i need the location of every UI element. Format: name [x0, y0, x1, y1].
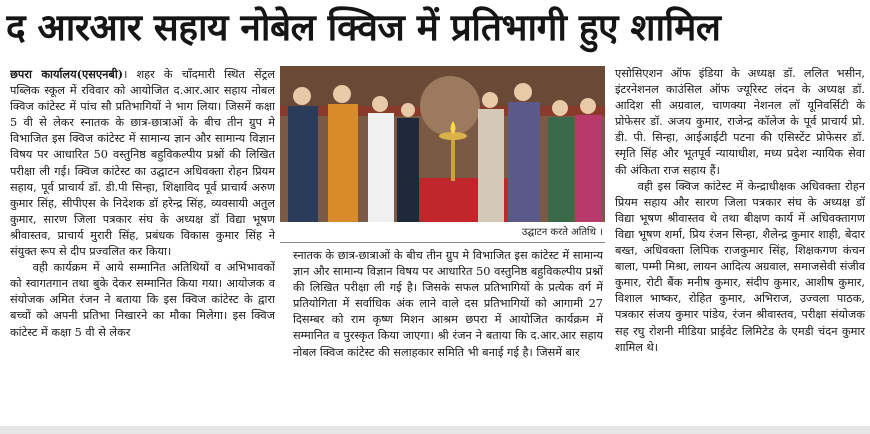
paragraph: वही इस क्विज कांटेस्ट में केन्द्राधीक्षक अधिवक्ता रोहन प्रियम सहाय और सारण जिला पत्रकार संघ के अध्यक्ष डॉ विद्या भूषण श्रीवास्तव थे तथा बीक्षण कार्य में अधिवक्तागण विद्या भूषण शर्मा, प्रिय रंजन सिन्हा, शैलेन्द्र कुमार शाही, बेदार बख्त, अधिवक्ता लिपिक राजकुमार सिंह, शिक्षकगण कंचन बाला, पम्मी मिश्रा, लायन आदित्य अग्रवाल, समाजसेवी संजीव कुमार, रोटी बैंक मनीष कुमार, संदीप कुमार, आशीष कुमार, विशाल भाष्कर, रोहित कुमार, अभिराज, उज्वला पाठक, पत्रकार संजय कुमार पांडेय, रंजन श्रीवास्तव, परीक्षा संयोजक सह रघु रोशनी मीडिया प्राईवेट लिमिटेड के एमडी चंदन कुमार शामिल थे।: [615, 179, 865, 354]
article-column-right: [615, 66, 865, 422]
paragraph-text: । शहर के चाँदमारी स्थित सेंट्रल पब्लिक स्कूल में रविवार को आयोजित द.आर.आर सहाय नोबल क्विज कांटेस्ट में पांच सौ प्रतिभागियों ने भाग लिया। जिसमें कक्षा 5 वी से लेकर स्नातक के छात्र-छात्राओं के बीच तीन ग्रुप मे विभाजित इस क्विज कांटेस्ट में सामान्य ज्ञान और सामान्य विज्ञान विषय पर आधारित 50 वस्तुनिष्ठ बहुविकल्पीय प्रश्नों की लिखित परीक्षा ली गई। क्विज कांटेस्ट का उद्घाटन अधिवक्ता रोहन प्रियम सहाय, पूर्व प्राचार्य डॉ. डी.पी सिन्हा, शिक्षाविद पूर्व प्राचार्य अरुण कुमार सिंह, सीपीएस के निदेशक डॉ हरेन्द्र सिंह, व्यवसायी अतुल कुमार, सारण जिला पत्रकार संघ के अध्यक्ष डॉ विद्या भूषण श्रीवास्तव, प्राचार्य मुरारी सिंह, प्रबंधक विकास कुमार सिंह ने संयुक्त रूप से दीप प्रज्वलित कर किया।: [10, 68, 275, 259]
paragraph: स्नातक के छात्र-छात्राओं के बीच तीन ग्रुप मे विभाजित इस कांटेस्ट में सामान्य ज्ञान और सामान्य विज्ञान विषय पर आधारित 50 वस्तुनिष्ठ बहुविकल्पीय प्रश्नों की लिखित परीक्षा ली गई है। जिसके सफल प्रतिभागियों के प्रत्येक वर्ग में प्रतियोगिता में सर्वाधिक अंक लाने वाले दस प्रतिभागियों को आगामी 27 दिसम्बर को राम कृष्ण मिशन आश्रम छपरा में आयोजित कार्यक्रम में सम्मानित व पुरस्कृत किया जाएगा। श्री रंजन ने बताया कि द.आर.आर सहाय नोबल क्विज कांटेस्ट की सलाहकार समिति भी बनाई गई है। जिसमें बार: [293, 249, 603, 359]
page-edge: [0, 426, 870, 434]
article-column-center: [293, 248, 603, 422]
dateline: छपरा कार्यालय(एसएनबी): [10, 67, 124, 81]
paragraph: एसोसिएशन ऑफ इंडिया के अध्यक्ष डॉ. ललित भसीन, इंटरनेशनल काउंसिल ऑफ ज्यूरिस्ट लंदन के अध्यक्ष डॉ. आदिश सी अग्रवाल, चाणक्या नेशनल लॉ यूनिवर्सिटी के प्रोफेसर डॉ. अजय कुमार, राजेन्द्र कॉलेज के पूर्व प्राचार्य प्रो. डी. पी. सिन्हा, आईआईटी पटना की एसिस्टेंट प्रोफेसर डॉ. स्मृति सिंह और भूतपूर्व न्यायाधीश, मध्य प्रदेश न्यायिक सेवा की अंकिता राज सहाय हैं।: [615, 67, 865, 177]
photo-caption: उद्घाटन करते अतिथि ।: [521, 227, 603, 238]
headline: द आरआर सहाय नोबेल क्विज में प्रतिभागी हुए शामिल: [6, 6, 721, 49]
paragraph: वही कार्यक्रम में आये सम्मानित अतिथियों व अभिभावकों को स्वागतगान तथा बुके देकर सम्मानित किया गया। आयोजक व संयोजक अमित रंजन ने बताया कि इस क्विज कांटेस्ट के द्वारा बच्चों को अपनी प्रतिभा निखारने का मौका मिलेगा। इस क्विज कांटेस्ट में कक्षा 5 वी से लेकर: [10, 261, 275, 339]
article-column-left: [10, 66, 275, 422]
paragraph: [10, 66, 275, 260]
divider: [280, 242, 605, 243]
photo-illustration: [280, 66, 605, 222]
news-photo: [280, 66, 605, 222]
